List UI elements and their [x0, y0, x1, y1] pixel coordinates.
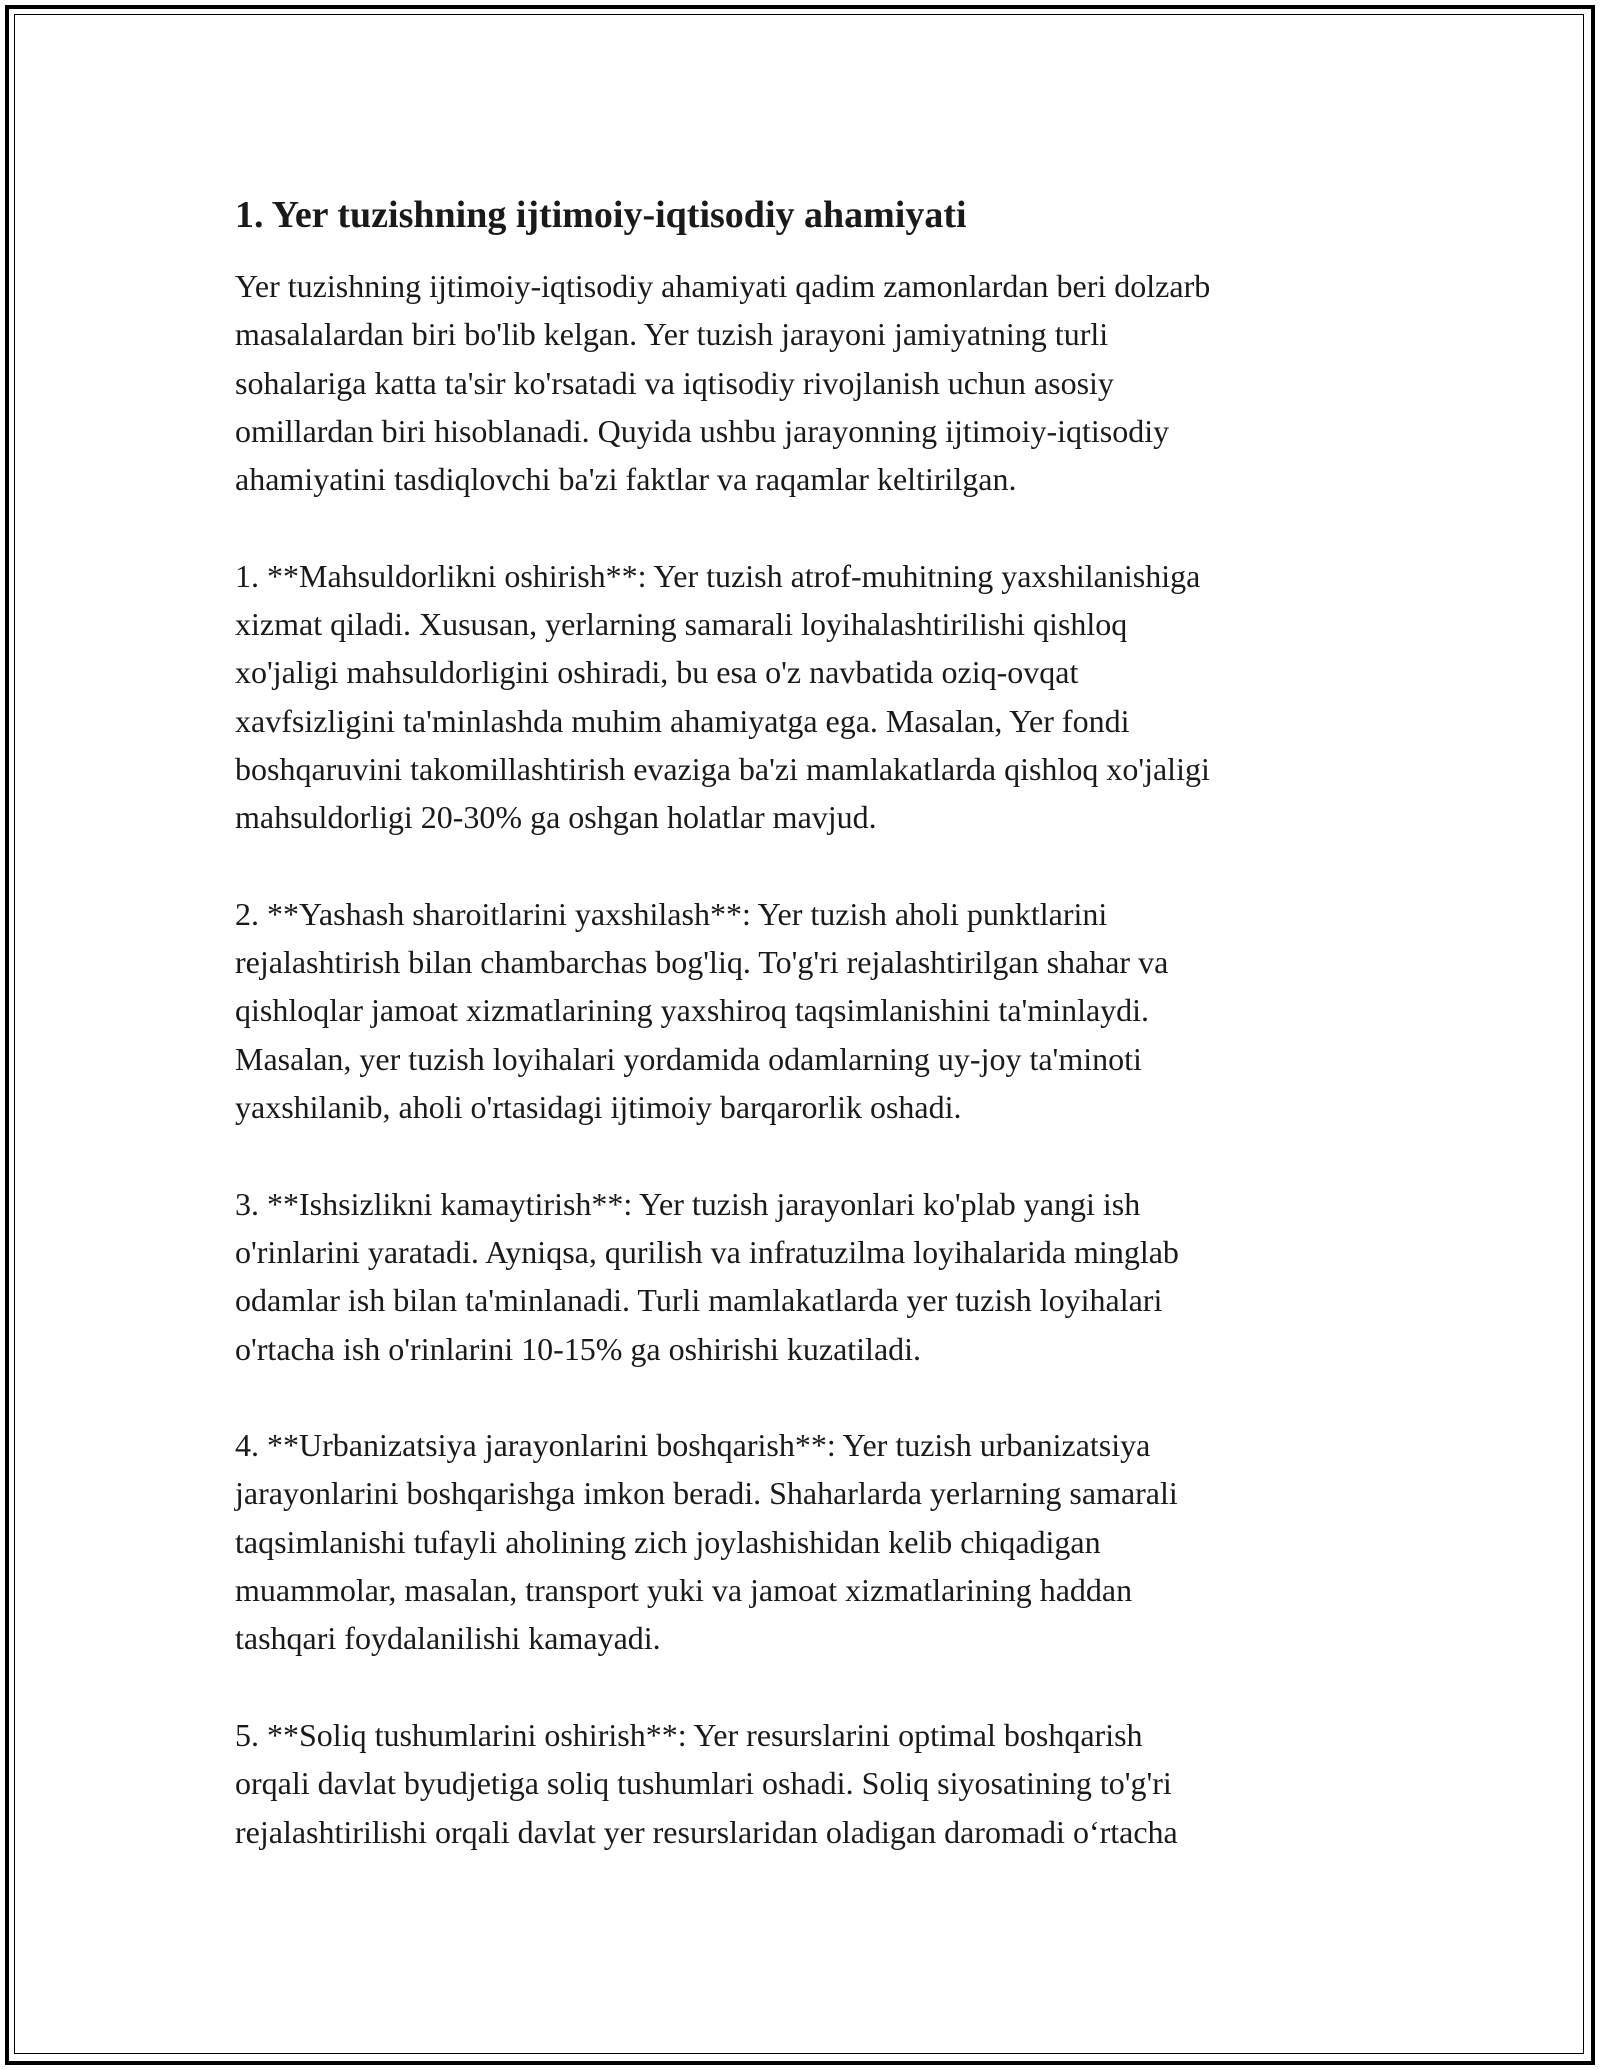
paragraph-line: 2. **Yashash sharoitlarini yaxshilash**: Yer tuzish aholi punktlarini [235, 895, 1108, 932]
paragraph-line: boshqaruvini takomillashtirish evaziga ba'zi mamlakatlarda qishloq xo'jaligi [235, 750, 1210, 787]
list-item-5-paragraph [235, 1711, 1375, 1856]
paragraph-line: omillardan biri hisoblanadi. Quyida ushbu jarayonning ijtimoiy-iqtisodiy [235, 412, 1170, 449]
section-heading: 1. Yer tuzishning ijtimoiy-iqtisodiy ahamiyati [235, 194, 967, 236]
paragraph-line: orqali davlat byudjetiga soliq tushumlari oshadi. Soliq siyosatining to'g'ri [235, 1765, 1172, 1802]
paragraph-line: o'rtacha ish o'rinlarini 10-15% ga oshirishi kuzatiladi. [235, 1330, 922, 1367]
paragraph-line: o'rinlarini yaratadi. Ayniqsa, qurilish va infratuzilma loyihalarida minglab [235, 1233, 1179, 1270]
list-item-3-paragraph [235, 1180, 1375, 1373]
list-item-4-paragraph [235, 1421, 1375, 1662]
list-item-1-paragraph [235, 552, 1375, 842]
paragraph-line: tashqari foydalanilishi kamayadi. [235, 1620, 661, 1657]
paragraph-line: sohalariga katta ta'sir ko'rsatadi va iqtisodiy rivojlanish uchun asosiy [235, 364, 1114, 401]
paragraph-line: jarayonlarini boshqarishga imkon beradi. Shaharlarda yerlarning samarali [235, 1475, 1178, 1512]
paragraph-line: rejalashtirilishi orqali davlat yer resurslaridan oladigan daromadi o‘rtacha [235, 1813, 1178, 1850]
paragraph-line: qishloqlar jamoat xizmatlarining yaxshiroq taqsimlanishini ta'minlaydi. [235, 992, 1150, 1029]
paragraph-line: Yer tuzishning ijtimoiy-iqtisodiy ahamiyati qadim zamonlardan beri dolzarb [235, 268, 1211, 304]
paragraph-line: yaxshilanib, aholi o'rtasidagi ijtimoiy barqarorlik oshadi. [235, 1089, 962, 1126]
paragraph-line: taqsimlanishi tufayli aholining zich joylashishidan kelib chiqadigan [235, 1523, 1101, 1560]
paragraph-line: 3. **Ishsizlikni kamaytirish**: Yer tuzish jarayonlari ko'plab yangi ish [235, 1185, 1141, 1222]
document-body [235, 188, 1375, 1904]
paragraph-line: mahsuldorligi 20-30% ga oshgan holatlar mavjud. [235, 799, 877, 836]
paragraph-line: 4. **Urbanizatsiya jarayonlarini boshqarish**: Yer tuzish urbanizatsiya [235, 1427, 1151, 1464]
paragraph-line: Masalan, yer tuzish loyihalari yordamida odamlarning uy-joy ta'minoti [235, 1040, 1142, 1077]
paragraph-line: odamlar ish bilan ta'minlanadi. Turli mamlakatlarda yer tuzish loyihalari [235, 1282, 1163, 1319]
paragraph-line: xo'jaligi mahsuldorligini oshiradi, bu esa o'z navbatida oziq-ovqat [235, 654, 1079, 691]
paragraph-line: muammolar, masalan, transport yuki va jamoat xizmatlarining haddan [235, 1572, 1133, 1609]
paragraph-line: ahamiyatini tasdiqlovchi ba'zi faktlar va raqamlar keltirilgan. [235, 461, 1017, 498]
intro-paragraph [235, 262, 1375, 503]
paragraph-line: rejalashtirish bilan chambarchas bog'liq. To'g'ri rejalashtirilgan shahar va [235, 944, 1169, 981]
paragraph-line: 1. **Mahsuldorlikni oshirish**: Yer tuzish atrof-muhitning yaxshilanishiga [235, 557, 1201, 594]
paragraph-line: 5. **Soliq tushumlarini oshirish**: Yer resurslarini optimal boshqarish [235, 1716, 1143, 1753]
paragraph-line: xizmat qiladi. Xususan, yerlarning samarali loyihalashtirilishi qishloq [235, 606, 1128, 643]
paragraph-line: masalalardan biri bo'lib kelgan. Yer tuzish jarayoni jamiyatning turli [235, 316, 1109, 353]
paragraph-line: xavfsizligini ta'minlashda muhim ahamiyatga ega. Masalan, Yer fondi [235, 702, 1130, 739]
list-item-2-paragraph [235, 890, 1375, 1131]
